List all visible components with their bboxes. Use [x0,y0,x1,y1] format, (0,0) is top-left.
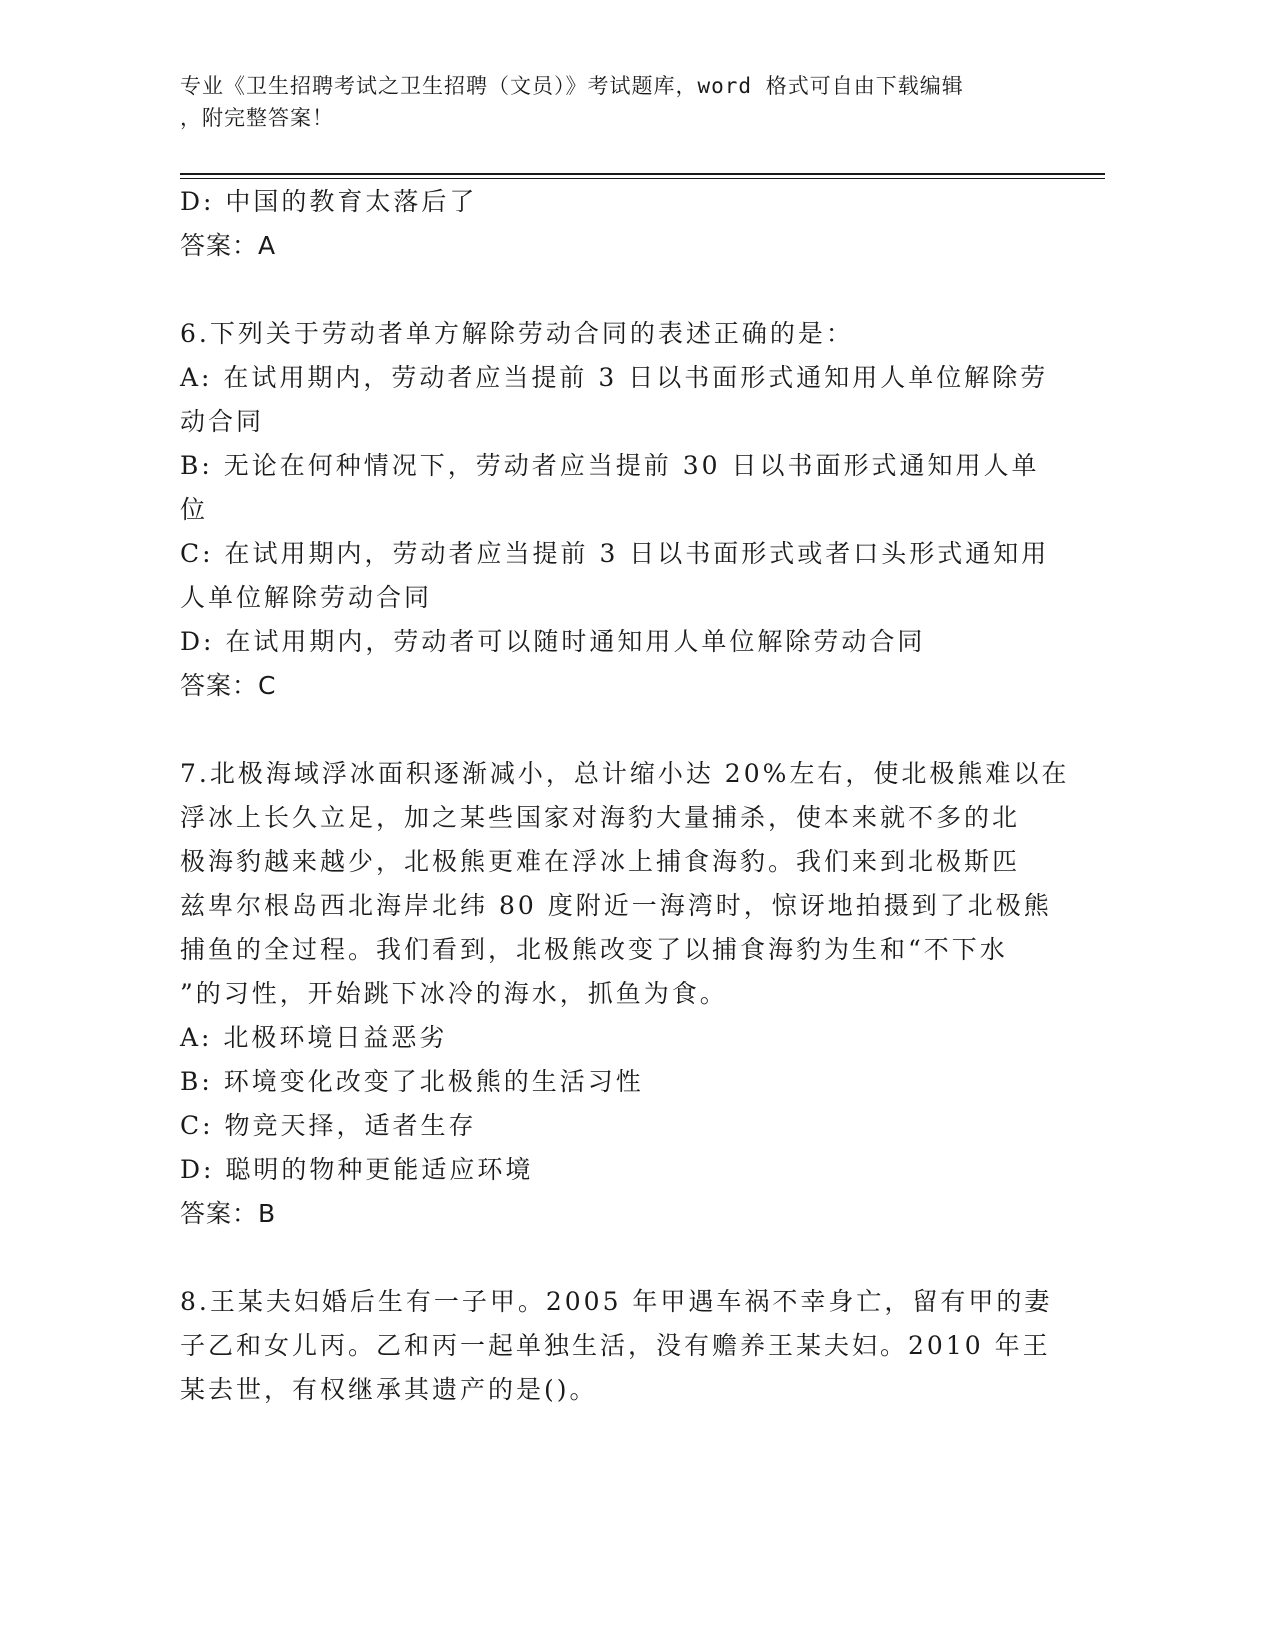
q6-option-b-line-2: 位 [180,495,209,524]
q7-stem-line-4: 兹卑尔根岛西北海岸北纬 80 度附近一海湾时，惊讶地拍摄到了北极熊 [180,891,1052,920]
q6-option-c-line-1: C: 在试用期内，劳动者应当提前 3 日以书面形式或者口头形式通知用 [180,539,1050,568]
question-7 [180,752,1070,1236]
q7-option-b: B: 环境变化改变了北极熊的生活习性 [180,1067,644,1096]
q7-stem-line-1: 7.北极海域浮冰面积逐渐减小，总计缩小达 20%左右，使北极熊难以在 [180,759,1070,788]
q5-answer: 答案：A [180,231,277,260]
q6-option-d: D: 在试用期内，劳动者可以随时通知用人单位解除劳动合同 [180,627,926,656]
q6-stem: 6.下列关于劳动者单方解除劳动合同的表述正确的是： [180,319,854,348]
q6-answer: 答案：C [180,671,277,700]
q5-option-d: D: 中国的教育太落后了 [180,187,478,216]
q8-stem-line-1: 8.王某夫妇婚后生有一子甲。2005 年甲遇车祸不幸身亡，留有甲的妻 [180,1287,1053,1316]
q6-option-a-line-2: 动合同 [180,407,265,436]
q6-option-a-line-1: A: 在试用期内，劳动者应当提前 3 日以书面形式通知用人单位解除劳 [180,363,1049,392]
q7-option-d: D: 聪明的物种更能适应环境 [180,1155,534,1184]
question-5-tail [180,180,1040,268]
q8-stem-line-2: 子乙和女儿丙。乙和丙一起单独生活，没有赡养王某夫妇。2010 年王 [180,1331,1051,1360]
q7-stem-line-6: ”的习性，开始跳下冰冷的海水，抓鱼为食。 [180,979,728,1008]
q8-stem-line-3: 某去世，有权继承其遗产的是()。 [180,1375,598,1404]
q7-option-a: A: 北极环境日益恶劣 [180,1023,448,1052]
question-8 [180,1280,1053,1412]
q7-stem-line-2: 浮冰上长久立足，加之某些国家对海豹大量捕杀，使本来就不多的北 [180,803,1021,832]
q7-answer: 答案：B [180,1199,277,1228]
header-divider-thin [180,178,1105,179]
q6-option-c-line-2: 人单位解除劳动合同 [180,583,433,612]
header-line-2: ，附完整答案！ [180,106,334,130]
page-header [180,70,1060,134]
q7-option-c: C: 物竞天择，适者生存 [180,1111,477,1140]
header-line-1: 专业《卫生招聘考试之卫生招聘（文员）》考试题库，word 格式可自由下载编辑 [180,74,964,98]
header-divider-thick [180,173,1105,175]
q7-stem-line-3: 极海豹越来越少，北极熊更难在浮冰上捕食海豹。我们来到北极斯匹 [180,847,1021,876]
q7-stem-line-5: 捕鱼的全过程。我们看到，北极熊改变了以捕食海豹为生和“不下水 [180,935,1008,964]
document-body [180,180,1070,1412]
question-6 [180,312,1050,708]
q6-option-b-line-1: B: 无论在何种情况下，劳动者应当提前 30 日以书面形式通知用人单 [180,451,1040,480]
